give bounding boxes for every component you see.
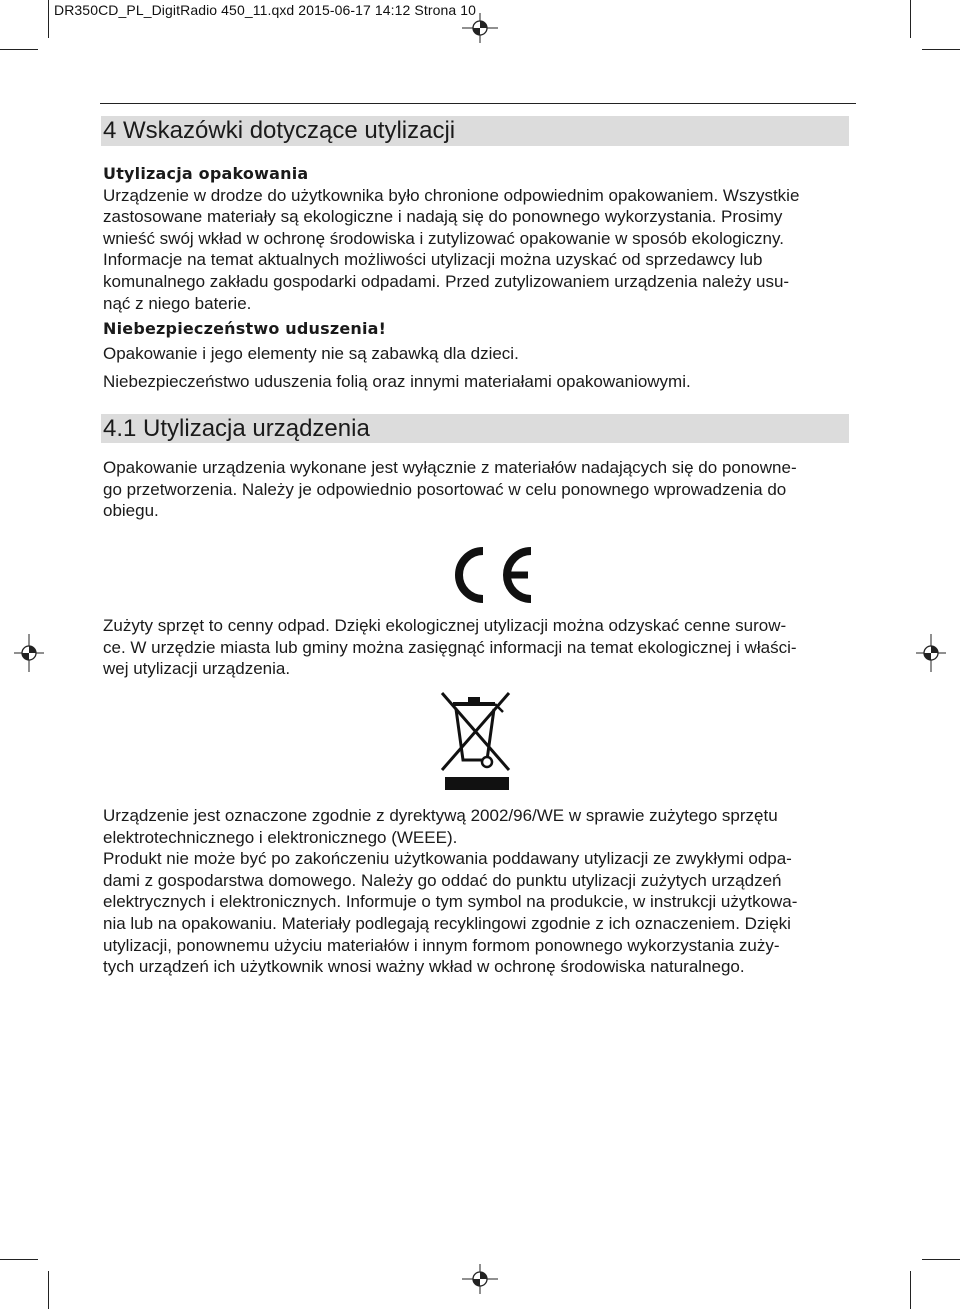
paragraph-line: Urządzenie jest oznaczone zgodnie z dyrektywą 2002/96/WE w sprawie zużytego sprzętu	[103, 806, 778, 825]
paragraph-line: obiegu.	[103, 501, 159, 521]
crop-mark	[922, 1259, 960, 1260]
paragraph-line: Urządzenie w drodze do użytkownika było chronione odpowiednim opakowaniem. Wszystkie	[103, 185, 800, 205]
paragraph-line: elektrotechnicznego i elektronicznego (WEEE).	[103, 827, 458, 847]
ce-mark-icon	[443, 543, 535, 607]
paragraph-line: Opakowanie urządzenia wykonane jest wyłącznie z materiałów nadających się do ponowne-	[103, 458, 797, 477]
paragraph-line: zastosowane materiały są ekologiczne i nadają się do ponownego wykorzystania. Prosimy	[103, 207, 783, 227]
intro-paragraph	[103, 457, 853, 522]
paragraph-line: wej utylizacji urządzenia.	[103, 659, 291, 679]
packaging-section	[103, 163, 853, 393]
paragraph-line: nia lub na opakowaniu. Materiały podlegają recyklingowi zgodnie z ich oznaczeniem. Dzięki	[103, 913, 791, 933]
packaging-title: Utylizacja opakowania	[103, 164, 309, 183]
crop-mark	[0, 1259, 38, 1260]
crossed-out-wheelie-bin-icon	[437, 688, 517, 794]
header-rule	[100, 103, 856, 104]
file-slug: DR350CD_PL_DigitRadio 450_11.qxd 2015-06-17 14:12 Strona 10	[54, 2, 477, 18]
paragraph-line: elektrycznych i elektronicznych. Informuje o tym symbol na produkcie, w instrukcji użytkowa-	[103, 892, 798, 912]
registration-mark-icon	[14, 634, 44, 672]
paragraph-line: komunalnego zakładu gospodarki odpadami. Przed zutylizowaniem urządzenia należy usu-	[103, 271, 790, 291]
crop-mark	[910, 0, 911, 38]
paragraph-line: wnieść swój wkład w ochronę środowiska i zutylizować opakowanie w sposób ekologiczny.	[103, 228, 784, 248]
crop-mark	[910, 1271, 911, 1309]
subsection-heading: 4.1 Utylizacja urządzenia	[101, 414, 849, 443]
crop-mark	[48, 1271, 49, 1309]
registration-mark-icon	[916, 634, 946, 672]
paragraph-line: go przetworzenia. Należy je odpowiednio posortować w celu ponownego wprowadzenia do	[103, 479, 787, 499]
warning-title: Niebezpieczeństwo uduszenia!	[103, 319, 387, 339]
registration-mark-icon	[462, 13, 498, 43]
waste-paragraph	[103, 615, 853, 680]
crop-mark	[922, 49, 960, 50]
warning-line: Niebezpieczeństwo uduszenia folią oraz innymi materiałami opakowaniowymi.	[103, 372, 691, 392]
registration-mark-icon	[462, 1264, 498, 1294]
weee-paragraph	[103, 805, 853, 978]
paragraph-line: nąć z niego baterie.	[103, 293, 252, 313]
paragraph-line: tych urządzeń ich użytkownik wnosi ważny wkład w ochronę środowiska naturalnego.	[103, 957, 745, 977]
paragraph-line: Informacje na temat aktualnych możliwości utylizacji można uzyskać od sprzedawcy lub	[103, 250, 763, 270]
paragraph-line: Zużyty sprzęt to cenny odpad. Dzięki ekologicznej utylizacji można odzyskać cenne surow-	[103, 616, 787, 635]
paragraph-line: ce. W urzędzie miasta lub gminy można zasięgnąć informacji na temat ekologicznej i właści-	[103, 637, 797, 657]
paragraph-line: Produkt nie może być po zakończeniu użytkowania poddawany utylizacji ze zwykłymi odpa-	[103, 849, 792, 869]
crop-mark	[0, 49, 38, 50]
section-heading: 4 Wskazówki dotyczące utylizacji	[101, 116, 849, 146]
warning-line: Opakowanie i jego elementy nie są zabawką dla dzieci.	[103, 343, 519, 363]
crop-mark	[48, 0, 49, 38]
paragraph-line: utylizacji, ponownemu użyciu materiałów i innym formom ponownego wykorzystania zuży-	[103, 935, 780, 955]
paragraph-line: dami z gospodarstwa domowego. Należy go oddać do punktu utylizacji zużytych urządzeń	[103, 870, 782, 890]
